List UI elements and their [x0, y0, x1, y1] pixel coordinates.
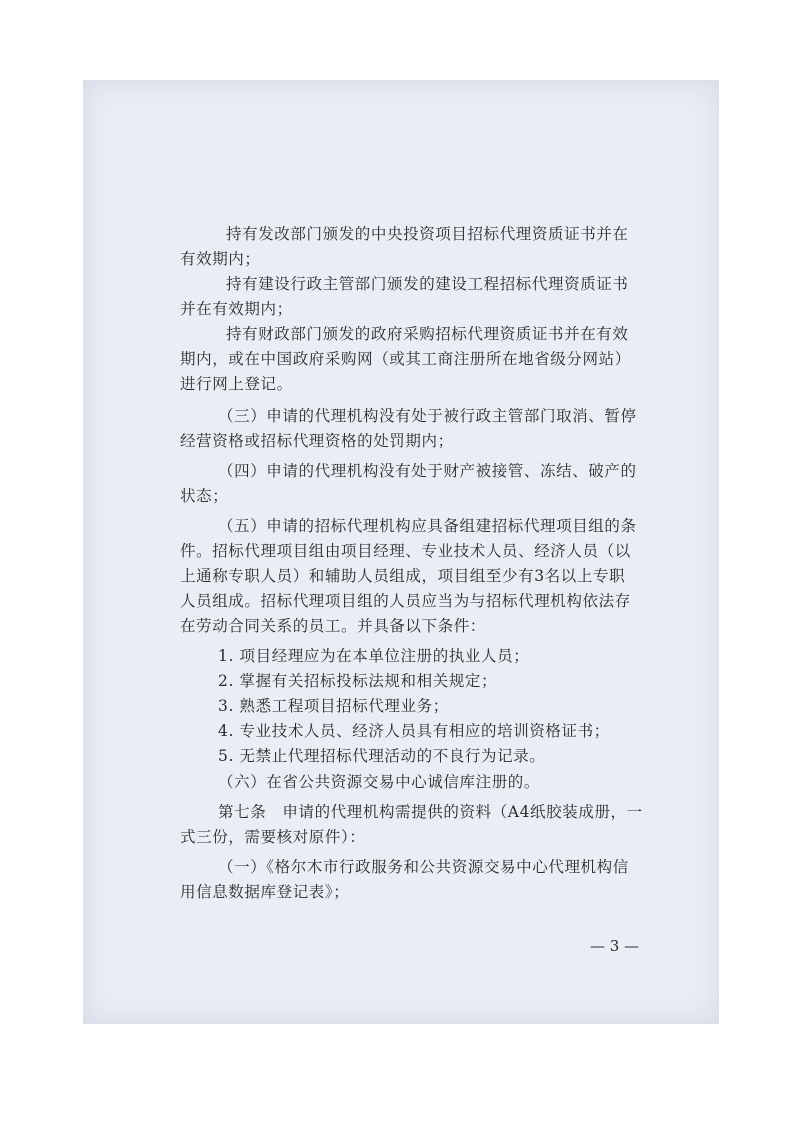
line-16: 在劳动合同关系的员工。并具备以下条件： — [180, 617, 486, 635]
line-26: 用信息数据库登记表》； — [180, 883, 350, 901]
line-7: 进行网上登记。 — [180, 375, 293, 393]
line-13: 件。招标代理项目组由项目经理、专业技术人员、经济人员（以 — [180, 542, 631, 560]
list-item-2: 2. 掌握有关招标投标法规和相关规定； — [218, 672, 498, 690]
line-12: （五）申请的招标代理机构应具备组建招标代理项目组的条 — [218, 517, 637, 535]
page-number: — 3 — — [590, 937, 640, 955]
list-item-4: 4. 专业技术人员、经济人员具有相应的培训资格证书； — [218, 722, 610, 740]
line-5: 持有财政部门颁发的政府采购招标代理资质证书并在有效 — [226, 325, 629, 343]
line-4: 并在有效期内； — [180, 300, 293, 318]
line-15: 人员组成。招标代理项目组的人员应当为与招标代理机构依法存 — [180, 592, 631, 610]
list-item-3: 3. 熟悉工程项目招标代理业务； — [218, 697, 449, 715]
line-10: （四）申请的代理机构没有处于财产被接管、冻结、破产的 — [218, 462, 637, 480]
line-22: （六）在省公共资源交易中心诚信库注册的。 — [218, 773, 541, 791]
line-8: （三）申请的代理机构没有处于被行政主管部门取消、暂停 — [218, 407, 637, 425]
list-item-5: 5. 无禁止代理招标代理活动的不良行为记录。 — [218, 747, 546, 765]
list-item-1: 1. 项目经理应为在本单位注册的执业人员； — [218, 647, 530, 665]
line-6: 期内，或在中国政府采购网（或其工商注册所在地省级分网站） — [180, 350, 631, 368]
line-24: 式三份，需要核对原件）： — [180, 828, 366, 846]
article-7-heading: 第七条 申请的代理机构需提供的资料（A4纸胶装成册，一 — [218, 803, 643, 821]
line-9: 经营资格或招标代理资格的处罚期内； — [180, 432, 454, 450]
line-2: 有效期内； — [180, 250, 261, 268]
line-1: 持有发改部门颁发的中央投资项目招标代理资质证书并在 — [226, 225, 629, 243]
line-3: 持有建设行政主管部门颁发的建设工程招标代理资质证书 — [226, 275, 629, 293]
line-25: （一）《格尔木市行政服务和公共资源交易中心代理机构信 — [218, 858, 629, 876]
line-14: 上通称专职人员）和辅助人员组成，项目组至少有3名以上专职 — [180, 567, 626, 585]
line-11: 状态； — [180, 487, 229, 505]
